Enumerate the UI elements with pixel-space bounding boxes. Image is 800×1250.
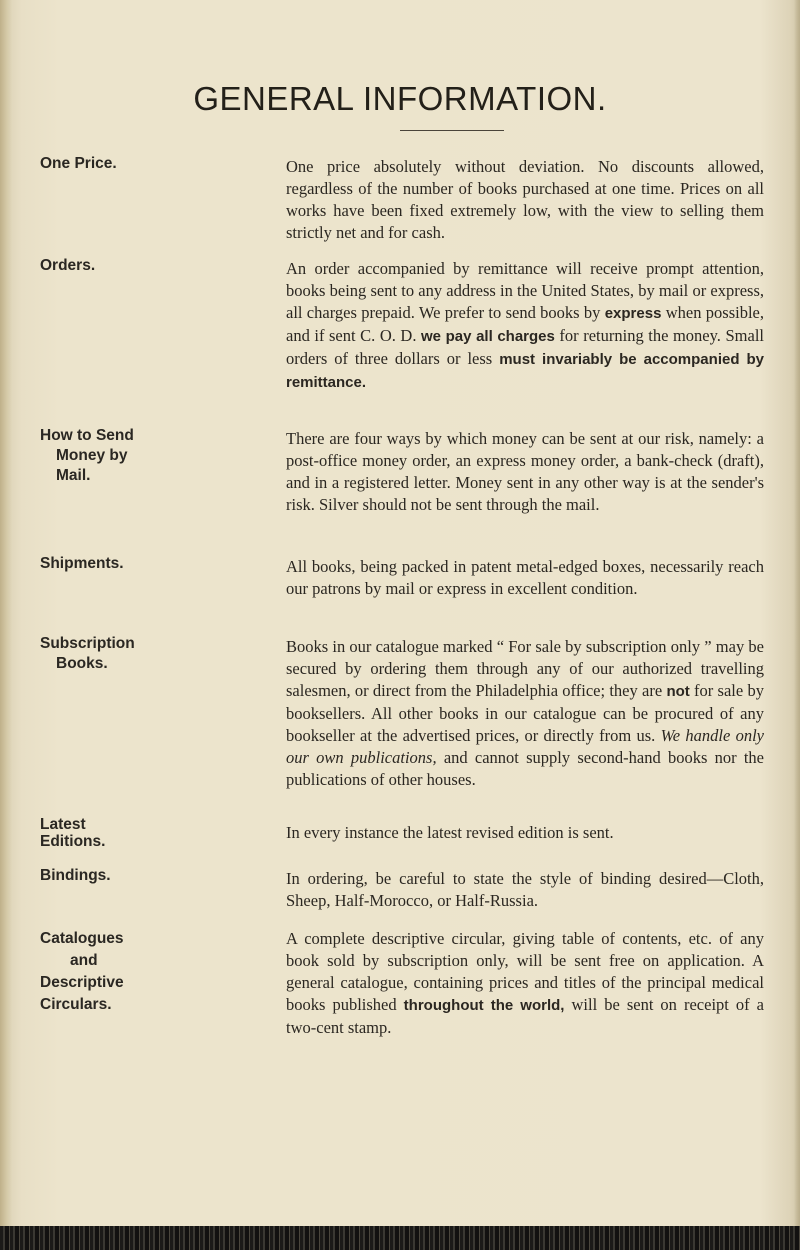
emphasis-throughout-world: throughout the world, (403, 997, 565, 1014)
book-bottom-edge (0, 1226, 800, 1250)
emphasis-must-remit: must invariably be accompanied by remittance. (286, 351, 765, 391)
emphasis-own-publications: We handle only our own publications, (286, 726, 764, 767)
page-edge-shadow (794, 0, 800, 1250)
section-text-shipments: All books, being packed in patent metal-edged boxes, necessarily reach our patrons by mail or express in excellent condition. (286, 557, 764, 598)
emphasis-not: not (666, 683, 690, 700)
section-text-one-price: One price absolutely without deviation. No discounts allowed, regardless of the number of books purchased at one time. Prices on all works have been fixed extremely low, with the view to selling them strictly net and for cash. (286, 157, 764, 242)
section-text-how-to-send: There are four ways by which money can be sent at our risk, namely: a post-office money order, an express money order, a bank-check (draft), and in a registered letter. Money sent in any other way is at the sender's risk. Silver should not be sent through the mail. (286, 429, 764, 514)
section-text-latest-editions: In every instance the latest revised edition is sent. (286, 823, 614, 842)
section-label-how-to-send: How to Send Money by Mail. (40, 427, 134, 484)
book-spine-shadow (0, 0, 12, 1250)
section-text-catalogues: A complete descriptive circular, giving table of contents, etc. of any book sold by subscription only, will be sent free on application. A general catalogue, containing prices and titles of the principal medical books published throughout the world, will be sent on receipt of a two-cent stamp. (286, 929, 764, 1037)
section-label-orders: Orders. (40, 257, 96, 274)
page-title: GENERAL INFORMATION. (193, 80, 607, 117)
section-label-one-price: One Price. (40, 155, 117, 172)
section-text-bindings: In ordering, be careful to state the style of binding desired—Cloth, Sheep, Half-Morocco, or Half-Russia. (286, 869, 764, 910)
emphasis-we-pay: we pay all charges (421, 328, 555, 345)
section-text-orders: An order accompanied by remittance will receive prompt attention, books being sent to any address in the United States, by mail or express, all charges prepaid. We prefer to send books by express when possible, and if sent C. O. D. we pay all charges for returning the money. Small orders of three dollars or less must invariably be accompanied by remittance. (286, 259, 765, 391)
section-text-subscription: Books in our catalogue marked “ For sale by subscription only ” may be secured by ordering them through any of our authorized travelling salesmen, or direct from the Philadelphia office; they are not for sale by booksellers. All other books in our catalogue can be procured of any bookseller at the advertised prices, or directly from us. We handle only our own publications, and cannot supply second-hand books nor the publications of other houses. (286, 637, 764, 789)
section-label-catalogues: Catalogues and Descriptive Circulars. (40, 930, 124, 1013)
section-label-subscription: Subscription Books. (40, 635, 135, 672)
section-label-latest-editions: Latest Editions. (40, 816, 106, 850)
title-rule (400, 130, 504, 131)
section-label-shipments: Shipments. (40, 555, 124, 572)
section-label-bindings: Bindings. (40, 867, 111, 884)
emphasis-express: express (604, 305, 662, 322)
